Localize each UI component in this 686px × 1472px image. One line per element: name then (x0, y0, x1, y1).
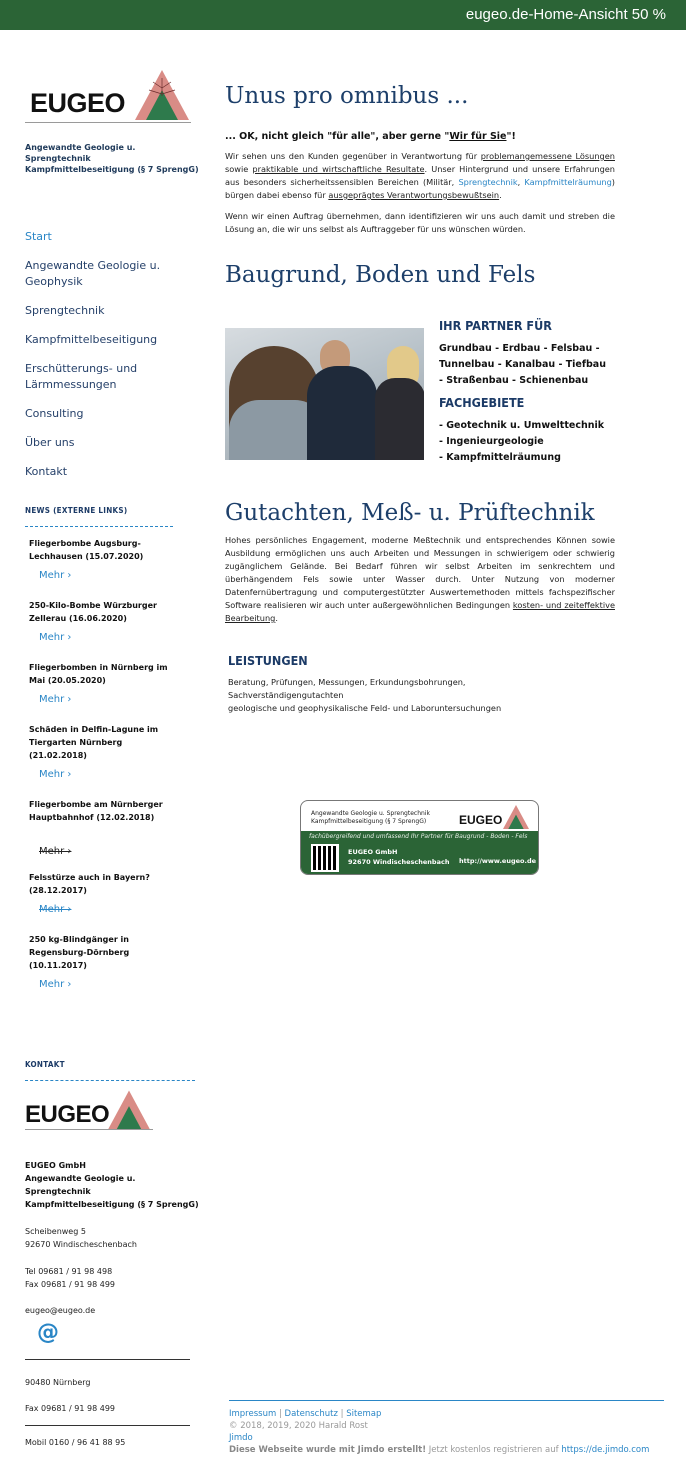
eugeo-business-card-banner (300, 800, 539, 875)
news-more-link[interactable]: Mehr › (39, 570, 72, 581)
contact-heading: KONTAKT (25, 1060, 65, 1069)
nav-item-start[interactable]: Start (25, 230, 52, 243)
company-line-3: Kampfmittelbeseitigung (§ 7 SprengG) (25, 1200, 199, 1209)
contact-logo-triangle-icon (103, 1089, 155, 1131)
partner-list-item: Tunnelbau - Kanalbau - Tiefbau (439, 359, 606, 370)
partner-section (225, 318, 615, 468)
footer-copyright: © 2018, 2019, 2020 Harald Rost (229, 1421, 368, 1431)
contact-phone (25, 1265, 200, 1291)
footer-made-rest: Jetzt kostenlos registrieren auf (426, 1445, 562, 1455)
banner-address (348, 847, 449, 867)
news-title: Schäden in Delfin-Lagune im Tiergarten Nürnberg (21.02.2018) (29, 725, 159, 760)
leistungen-list (228, 676, 615, 715)
fach-list-item: - Ingenieurgeologie (439, 436, 544, 447)
brand-tagline (25, 142, 200, 175)
leistungen-line: Beratung, Prüfungen, Messungen, Erkundungsbohrungen, (228, 677, 466, 687)
qr-code-icon (311, 844, 339, 872)
p1-text: . (499, 190, 502, 200)
email-at-icon[interactable]: @ (37, 1320, 59, 1345)
photo-person-center (307, 366, 377, 460)
footer-made-bold: Diese Webseite wurde mit Jimdo erstellt! (229, 1445, 427, 1455)
contact-divider (25, 1080, 195, 1081)
news-divider (25, 526, 173, 527)
banner-line-1: Angewandte Geologie u. Sprengtechnik (311, 810, 430, 817)
banner-logo-triangle-icon (501, 804, 531, 830)
p1-underline-1: problemangemessene Lösungen (480, 151, 615, 161)
partner-column (439, 318, 619, 466)
wir-fuer-sie-link[interactable]: Wir für Sie (449, 131, 507, 142)
leistungen-caption: LEISTUNGEN (228, 653, 308, 668)
mobile-number[interactable]: Mobil 0160 / 96 41 88 95 (25, 1438, 126, 1447)
address-street: Scheibenweg 5 (25, 1227, 86, 1236)
partner-caption: IHR PARTNER FÜR (439, 318, 552, 333)
p1-underline-2: praktikable und wirtschaftliche Resultate (252, 164, 425, 174)
news-item (29, 661, 200, 705)
business-meeting-photo (225, 328, 424, 460)
sprengtechnik-link[interactable]: Sprengtechnik (458, 177, 518, 187)
intro-paragraph-1 (225, 150, 615, 202)
news-more-link[interactable]: Mehr › (39, 694, 72, 705)
partner-list-item: Grundbau - Erdbau - Felsbau - (439, 343, 600, 354)
contact-logo-underline (25, 1129, 153, 1130)
eugeo-logo[interactable] (25, 60, 200, 130)
news-item (29, 537, 200, 581)
footer (229, 1400, 664, 1456)
window-title-bar (0, 0, 686, 30)
footer-jimdo-register-link[interactable]: https://de.jimdo.com (561, 1445, 650, 1455)
nav-item-kontakt[interactable]: Kontakt (25, 465, 68, 478)
fach-caption: FACHGEBIETE (439, 395, 525, 410)
company-name: EUGEO GmbH (25, 1161, 86, 1170)
banner-address-2: 92670 Windischeschenbach (348, 858, 450, 866)
fach-list (439, 418, 619, 466)
banner-line-2: Kampfmittelbeseitigung (§ 7 SprengG) (311, 818, 427, 825)
banner-url: http://www.eugeo.de (459, 857, 537, 865)
fach-list-item: - Kampfmittelräumung (439, 452, 561, 463)
news-heading: NEWS (EXTERNE LINKS) (25, 506, 128, 515)
intro-lead (225, 131, 615, 142)
branch-city: 90480 Nürnberg (25, 1378, 91, 1387)
baugrund-title: Baugrund, Boden und Fels (225, 262, 536, 288)
leistungen-line: Sachverständigengutachten (228, 690, 344, 700)
banner-address-1: EUGEO GmbH (348, 848, 398, 856)
kampfmittelraeumung-link[interactable]: Kampfmittelräumung (524, 177, 612, 187)
lead-text: ... OK, nicht gleich "für alle", aber gerne " (225, 131, 450, 142)
news-title: 250 kg-Blindgänger in Regensburg-Dörnberg (10.11.2017) (29, 935, 130, 970)
intro-title: Unus pro omnibus ... (225, 83, 469, 109)
lead-end: "! (506, 131, 516, 142)
news-title: 250-Kilo-Bombe Würzburger Zellerau (16.06.2020) (29, 601, 157, 623)
nav-item-ueber-uns[interactable]: Über uns (25, 436, 75, 449)
gutachten-underline: kosten- und zeiteffektive Bearbeitung (225, 600, 615, 623)
contact-company (25, 1159, 200, 1211)
nav-item-geologie[interactable]: Angewandte Geologie u. Geophysik (25, 259, 161, 288)
footer-sep: | (276, 1409, 285, 1419)
p1-text: . Unser Hintergrund und unsere Erfahrungen aus besonders sicherheitssensiblen Bereichen (Militär, (225, 164, 615, 187)
footer-jimdo-link[interactable]: Jimdo (229, 1433, 253, 1443)
leistungen-line: geologische und geophysikalische Feld- und Laboruntersuchungen (228, 703, 502, 713)
p1-text: ) bürgen dabei ebenso für (225, 177, 615, 200)
address-city: 92670 Windischeschenbach (25, 1240, 137, 1249)
tagline-line-2: Kampfmittelbeseitigung (§ 7 SprengG) (25, 165, 199, 174)
news-more-link[interactable]: Mehr › (39, 904, 72, 915)
p1-text: sowie (225, 164, 253, 174)
banner-tagline (311, 810, 430, 826)
contact-rule (25, 1359, 190, 1360)
gutachten-paragraph (225, 534, 615, 625)
partner-list-item: - Straßenbau - Schienenbau (439, 375, 589, 386)
nav-item-consulting[interactable]: Consulting (25, 407, 84, 420)
p1-text: Wir sehen uns den Kunden gegenüber in Verantwortung für (225, 151, 481, 161)
news-item (29, 599, 200, 643)
partner-list (439, 341, 619, 389)
contact-email[interactable]: eugeo@eugeo.de (25, 1306, 96, 1315)
news-more-link[interactable]: Mehr › (39, 632, 72, 643)
news-title: Fliegerbomben in Nürnberg im Mai (20.05.2020) (29, 663, 168, 685)
leistungen-section (225, 653, 615, 715)
news-more-link[interactable]: Mehr › (39, 979, 72, 990)
nav-item-sprengtechnik[interactable]: Sprengtechnik (25, 304, 105, 317)
nav-item-kampfmittel[interactable]: Kampfmittelbeseitigung (25, 333, 158, 346)
banner-slogan: fachübergreifend und umfassend Ihr Partner für Baugrund - Boden - Fels (309, 833, 528, 840)
contact-logo (25, 1089, 200, 1139)
footer-datenschutz-link[interactable]: Datenschutz (284, 1409, 338, 1419)
intro-paragraph-2: Wenn wir einen Auftrag übernehmen, dann identifizieren wir uns auch damit und streben die Lösung an, die wir uns selbst als Auftraggeber für uns wünschen würden. (225, 211, 615, 234)
fach-list-item: - Geotechnik u. Umwelttechnik (439, 420, 605, 431)
footer-impressum-link[interactable]: Impressum (229, 1409, 277, 1419)
gutachten-end: . (275, 613, 278, 623)
footer-sitemap-link[interactable]: Sitemap (346, 1409, 382, 1419)
contact-logo-wordmark: EUGEO (25, 1101, 110, 1128)
banner-green-band (301, 831, 539, 875)
tagline-line-1: Angewandte Geologie u. Sprengtechnik (25, 143, 136, 163)
main-content (225, 83, 615, 715)
news-item (29, 723, 200, 780)
logo-wordmark: EUGEO (30, 88, 126, 118)
contact-address (25, 1225, 200, 1251)
contact-section (25, 1060, 200, 1449)
sidebar (25, 60, 200, 1008)
banner-wordmark: EUGEO (459, 813, 503, 827)
p1-underline-3: ausgeprägtes Verantwortungsbewußtsein (328, 190, 500, 200)
phone-number[interactable]: Tel 09681 / 91 98 498 (25, 1267, 113, 1276)
news-item (29, 871, 200, 915)
window-title: eugeo.de-Home-Ansicht 50 % (465, 6, 666, 23)
footer-made-with (229, 1444, 664, 1456)
news-title: Felsstürze auch in Bayern? (28.12.2017) (29, 873, 150, 895)
fax-number: Fax 09681 / 91 98 499 (25, 1280, 115, 1289)
footer-links (229, 1408, 664, 1420)
news-list (25, 537, 200, 990)
news-more-link[interactable]: Mehr › (39, 769, 72, 780)
gutachten-text: Hohes persönliches Engagement, moderne Meßtechnik und entsprechendes Können sowie Ausbildung ermöglichen uns auch Arbeiten und Messungen in schwierigem oder schwierig zugänglichem Gelände. Bei Bedarf führen wir selbst Arbeiten im senkrechtem und überhängendem Fels sowie unter Wasser durch. Unter Nutzung von moderner Datenfernübertragung und computergestützter Auswertemethoden mittels fachspezifischer Software realisieren wir auch unter außergewöhnlichen Bedingungen (225, 535, 615, 610)
news-more-link[interactable]: Mehr › (39, 846, 72, 857)
company-line-2: Angewandte Geologie u. Sprengtechnik (25, 1174, 136, 1196)
photo-person-right (375, 378, 424, 460)
news-item (29, 933, 200, 990)
branch-fax: Fax 09681 / 91 98 499 (25, 1404, 115, 1413)
news-section (25, 506, 200, 990)
footer-jimdo (229, 1432, 664, 1444)
gutachten-title: Gutachten, Meß- u. Prüftechnik (225, 500, 595, 526)
logo-underline (25, 122, 191, 123)
p1-text: , (517, 177, 525, 187)
nav-item-erschuetterung[interactable]: Erschütterungs- und Lärmmessungen (25, 362, 138, 391)
news-title: Fliegerbombe Augsburg-Lechhausen (15.07.2020) (29, 539, 144, 561)
news-title: Fliegerbombe am Nürnberger Hauptbahnhof (12.02.2018) (29, 800, 163, 822)
main-navigation (25, 229, 200, 480)
news-item (29, 798, 200, 857)
contact-rule (25, 1425, 190, 1426)
footer-sep: | (337, 1409, 347, 1419)
logo-triangle-icon (133, 68, 191, 122)
